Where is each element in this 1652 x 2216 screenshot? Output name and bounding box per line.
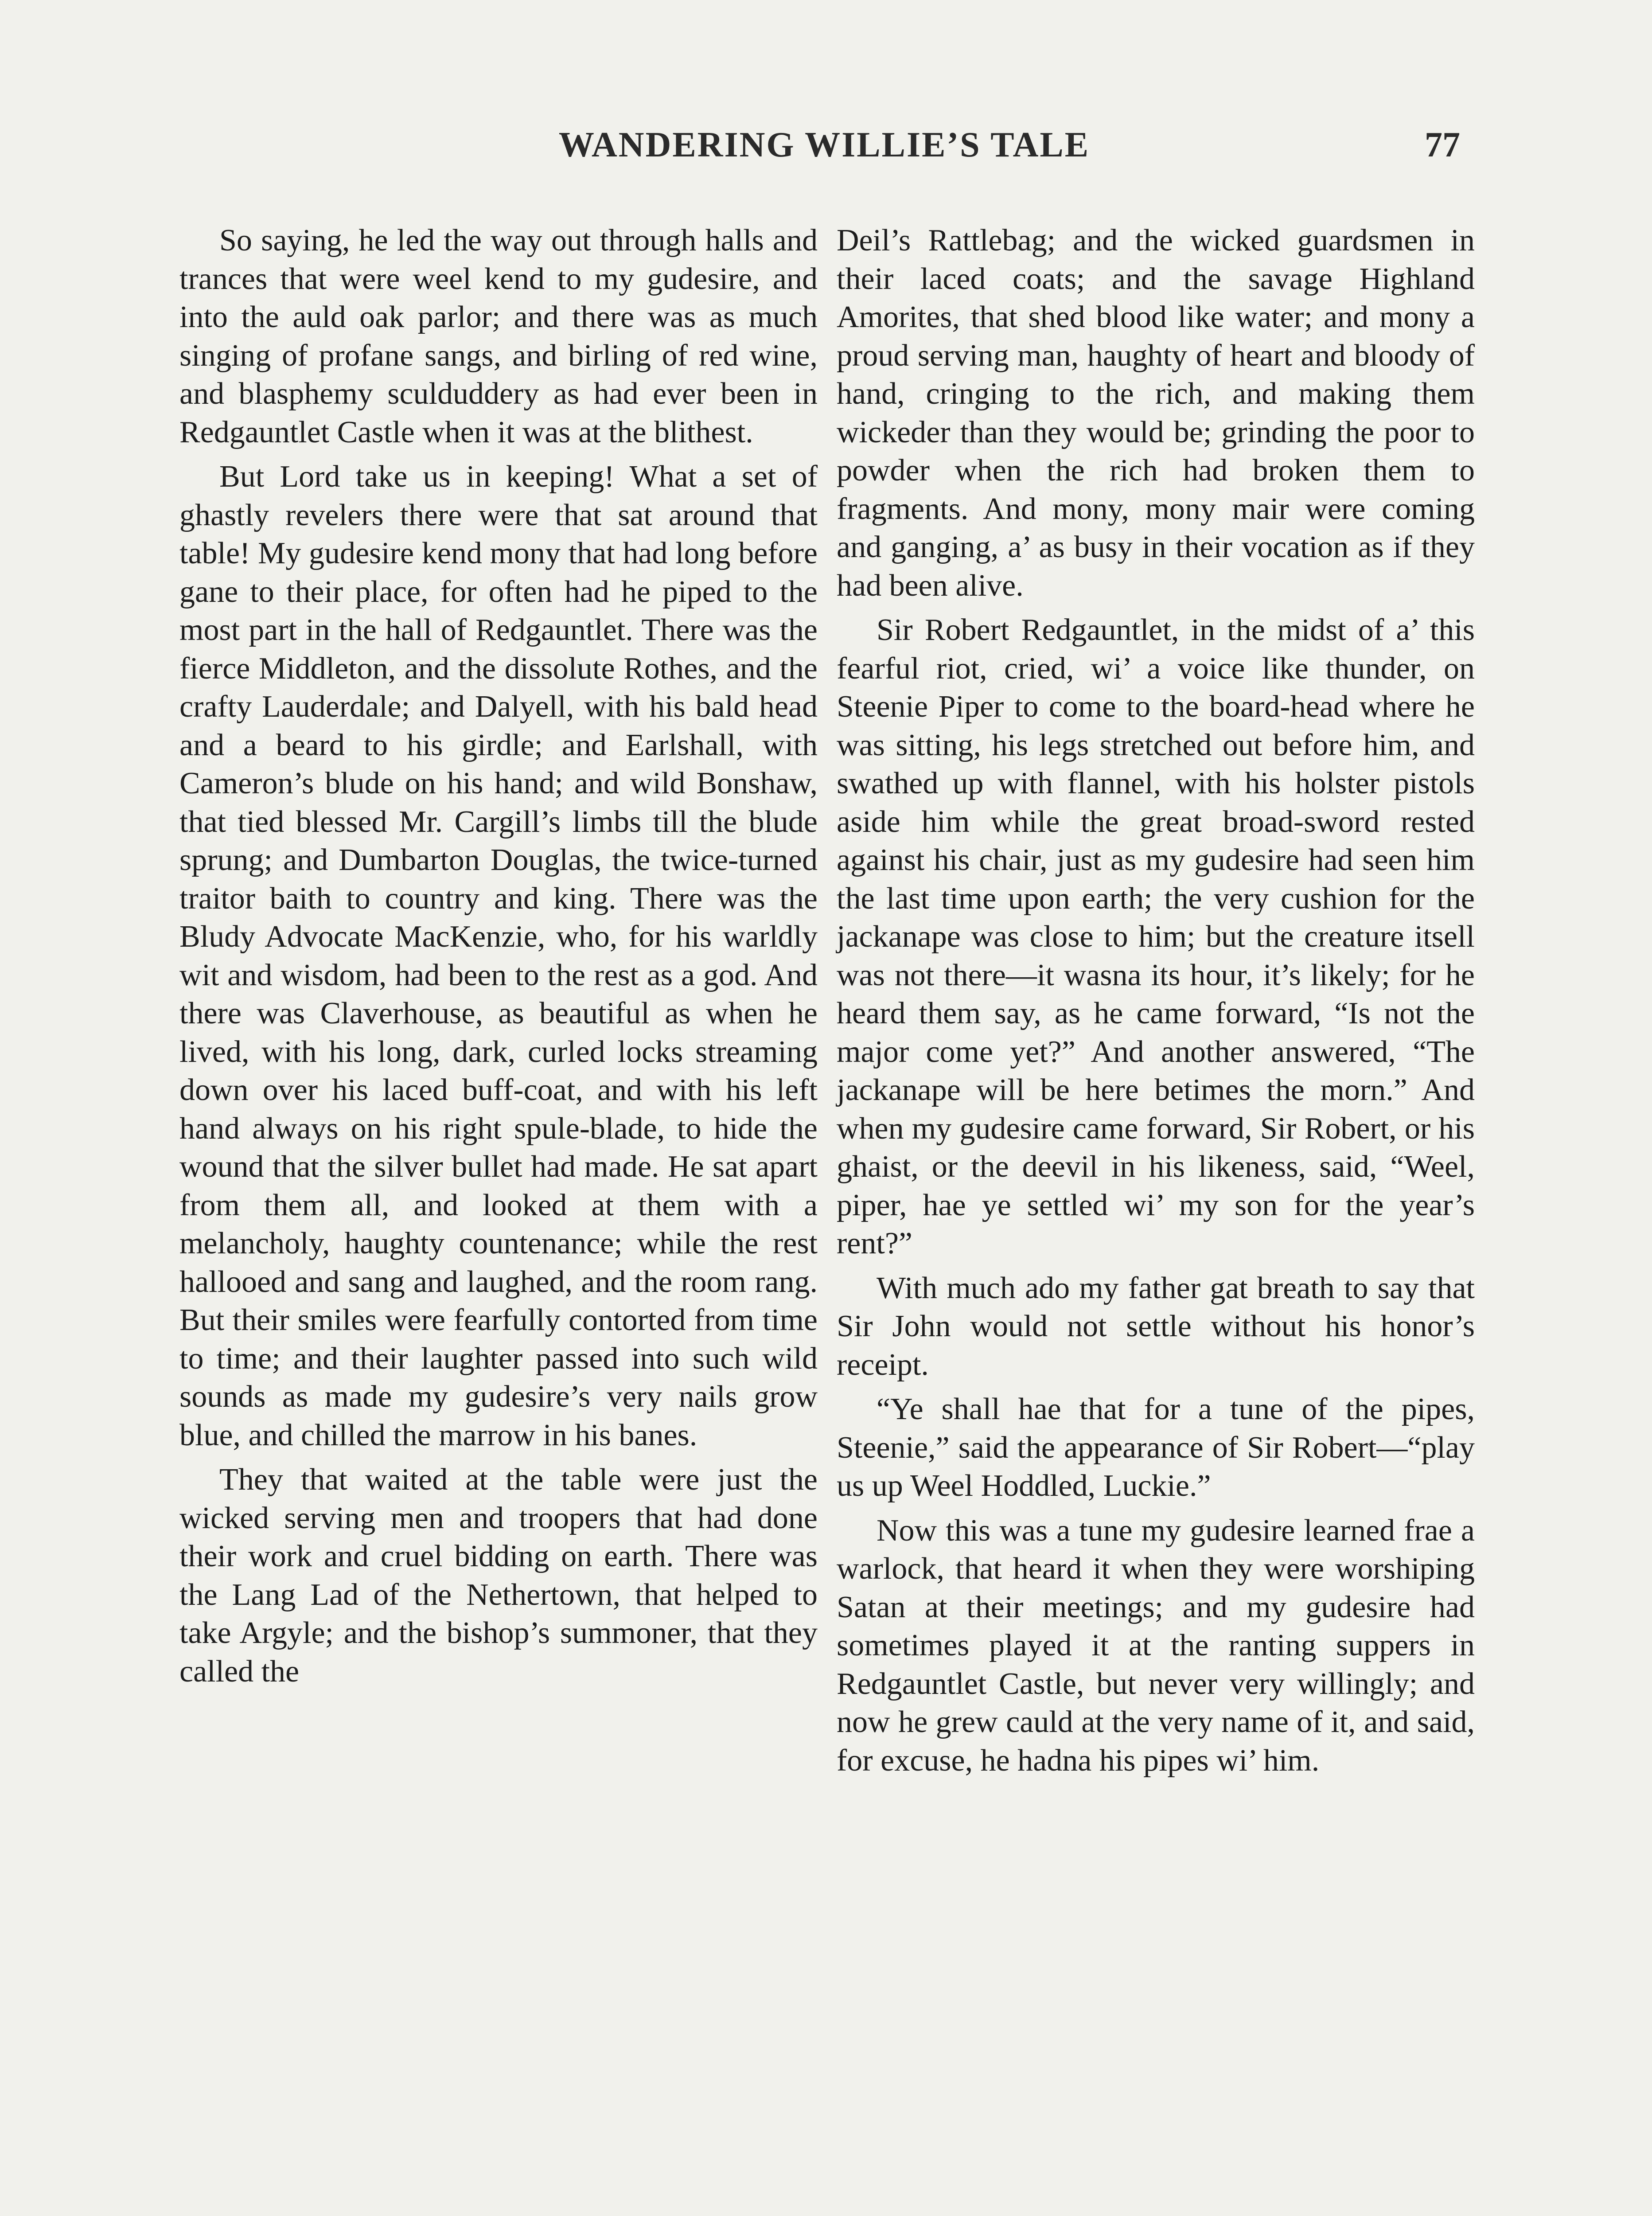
paragraph: They that waited at the table were just the wicked serving men and troopers that had done their work and cruel bidding on earth. There was the Lang Lad of the Nethertown, that helped to take Argyle; and the bishop’s summoner, that they called the bbox=[179, 1463, 818, 1689]
paragraph: Now this was a tune my gudesire learned frae a warlock, that heard it when they were worshiping Satan at their meetings; and my gudesire had sometimes played it at the ranting suppers in Redgauntlet Castle, but never very willingly; and now he grew cauld at the very name of it, and said, for excuse, he hadna his pipes wi’ him. bbox=[837, 1513, 1475, 1778]
paragraph: Sir Robert Redgauntlet, in the midst of a’ this fearful riot, cried, wi’ a voice like thunder, on Steenie Piper to come to the board-head where he was sitting, his legs stretched out before him, and swathed up with flannel, with his holster pistols aside him while the great broad-sword rested against his chair, just as my gudesire had seen him the last time upon earth; the very cushion for the jackanape was close to him; but the creature itsell was not there—it wasna its hour, it’s likely; for he heard them say, as he came forward, “Is not the major come yet?” And another answered, “The jackanape will be here betimes the morn.” And when my gudesire came forward, Sir Robert, or his ghaist, or the deevil in his likeness, said, “Weel, piper, hae ye settled wi’ my son for the year’s rent?” bbox=[837, 613, 1475, 1260]
paragraph: So saying, he led the way out through halls and trances that were weel kend to my gudesire, and into the auld oak parlor; and there was as much singing of profane sangs, and birling of red wine, and blasphemy sculduddery as had ever been in Redgauntlet Castle when it was at the blithest. bbox=[179, 223, 818, 449]
page-number: 77 bbox=[1425, 125, 1460, 164]
right-column bbox=[837, 222, 1475, 1780]
running-head: WANDERING WILLIE’S TALE bbox=[558, 125, 1090, 164]
left-column bbox=[179, 222, 818, 1691]
paragraph: With much ado my father gat breath to say that Sir John would not settle without his honor’s receipt. bbox=[837, 1271, 1475, 1382]
paragraph: “Ye shall hae that for a tune of the pipes, Steenie,” said the appearance of Sir Robert—“play us up Weel Hoddled, Luckie.” bbox=[837, 1392, 1475, 1503]
paragraph-continued: Deil’s Rattlebag; and the wicked guardsmen in their laced coats; and the savage Highland Amorites, that shed blood like water; and mony a proud serving man, haughty of heart and bloody of hand, cringing to the rich, and making them wickeder than they would be; grinding the poor to powder when the rich had broken them to fragments. And mony, mony mair were coming and ganging, a’ as busy in their vocation as if they had been alive. bbox=[837, 223, 1475, 603]
paragraph: But Lord take us in keeping! What a set of ghastly revelers there were that sat around that table! My gudesire kend mony that had long before gane to their place, for often had he piped to the most part in the hall of Redgauntlet. There was the fierce Middleton, and the dissolute Rothes, and the crafty Lauderdale; and Dalyell, with his bald head and a beard to his girdle; and Earlshall, with Cameron’s blude on his hand; and wild Bonshaw, that tied blessed Mr. Cargill’s limbs till the blude sprung; and Dumbarton Douglas, the twice-turned traitor baith to country and king. There was the Bludy Advocate MacKenzie, who, for his warldly wit and wisdom, had been to the rest as a god. And there was Claverhouse, as beautiful as when he lived, with his long, dark, curled locks streaming down over his laced buff-coat, and with his left hand always on his right spule-blade, to hide the wound that the silver bullet had made. He sat apart from them all, and looked at them with a melancholy, haughty countenance; while the rest hallooed and sang and laughed, and the room rang. But their smiles were fearfully contorted from time to time; and their laughter passed into such wild sounds as made my gudesire’s very nails grow blue, and chilled the marrow in his banes. bbox=[179, 460, 818, 1452]
